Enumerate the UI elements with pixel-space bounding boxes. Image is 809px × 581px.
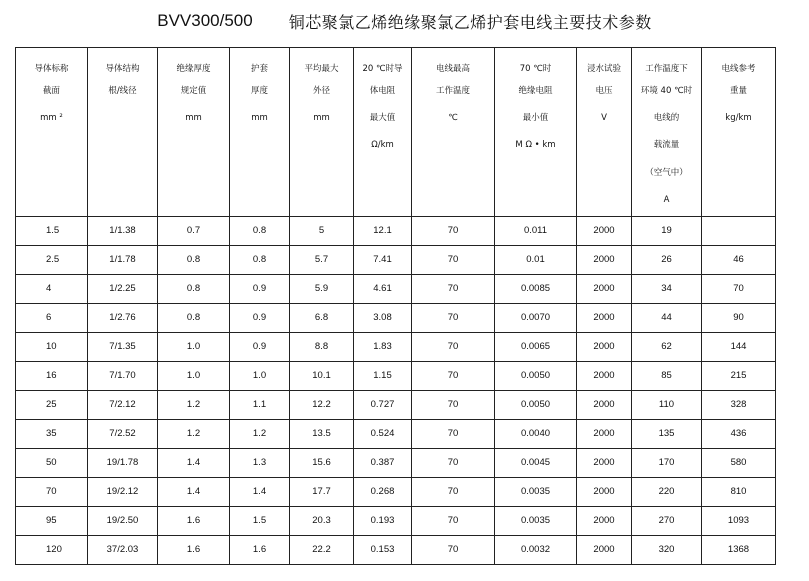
column-header-line: 最大值 xyxy=(369,113,396,124)
table-cell: 0.0085 xyxy=(495,275,577,304)
table-cell: 85 xyxy=(632,362,702,391)
column-header-line: 平均最大 xyxy=(304,64,339,74)
column-header-line: 根/线径 xyxy=(108,86,137,96)
column-header xyxy=(412,48,495,217)
table-cell: 2000 xyxy=(577,449,632,478)
table-cell: 0.0035 xyxy=(495,507,577,536)
table-cell: 2000 xyxy=(577,478,632,507)
table-cell: 1.6 xyxy=(158,507,230,536)
table-cell: 10 xyxy=(16,333,88,362)
column-header-line: 规定值 xyxy=(180,86,207,96)
table-cell: 34 xyxy=(632,275,702,304)
table-cell: 1/1.78 xyxy=(88,246,158,275)
table-row xyxy=(16,507,776,536)
table-cell: 1.3 xyxy=(230,449,290,478)
table-cell: 2000 xyxy=(577,333,632,362)
table-row xyxy=(16,362,776,391)
table-cell: 7.41 xyxy=(354,246,412,275)
table-cell: 0.0035 xyxy=(495,478,577,507)
table-cell: 0.387 xyxy=(354,449,412,478)
table-cell: 70 xyxy=(412,449,495,478)
table-cell: 19 xyxy=(632,217,702,246)
table-cell: 120 xyxy=(16,536,88,565)
table-cell: 1.0 xyxy=(158,333,230,362)
title-name: 铜芯聚氯乙烯绝缘聚氯乙烯护套电线主要技术参数 xyxy=(288,12,652,32)
column-header-line: 导体标称 xyxy=(34,64,69,74)
column-header xyxy=(577,48,632,217)
column-header-line: 厚度 xyxy=(250,86,268,96)
table-cell: 1.4 xyxy=(230,478,290,507)
title-model: BVV300/500 xyxy=(157,11,253,30)
column-header-line: 最小值 xyxy=(522,113,549,124)
table-cell: 70 xyxy=(412,536,495,565)
table-row xyxy=(16,420,776,449)
table-cell: 5.9 xyxy=(290,275,354,304)
table-cell: 170 xyxy=(632,449,702,478)
table-cell: 2000 xyxy=(577,275,632,304)
table-cell: 1/2.25 xyxy=(88,275,158,304)
table-cell: 19/2.12 xyxy=(88,478,158,507)
table-cell: 4 xyxy=(16,275,88,304)
table-cell: 2000 xyxy=(577,246,632,275)
column-header-line: mm ² xyxy=(40,113,63,124)
table-cell: 0.153 xyxy=(354,536,412,565)
table-row xyxy=(16,246,776,275)
table-cell: 35 xyxy=(16,420,88,449)
column-header-line: 电压 xyxy=(595,86,613,96)
table-cell: 1.4 xyxy=(158,449,230,478)
table-cell: 0.524 xyxy=(354,420,412,449)
table-cell: 0.193 xyxy=(354,507,412,536)
column-header-line: （空气中） xyxy=(645,167,688,178)
table-cell: 70 xyxy=(16,478,88,507)
table-cell: 1368 xyxy=(702,536,776,565)
table-cell: 70 xyxy=(412,420,495,449)
column-header xyxy=(88,48,158,217)
table-cell: 2.5 xyxy=(16,246,88,275)
table-cell: 0.0070 xyxy=(495,304,577,333)
document-title xyxy=(0,8,809,34)
table-cell: 580 xyxy=(702,449,776,478)
column-header xyxy=(354,48,412,217)
column-header-line: mm xyxy=(185,113,202,124)
table-cell: 19/1.78 xyxy=(88,449,158,478)
table-cell: 436 xyxy=(702,420,776,449)
column-header xyxy=(702,48,776,217)
table-cell: 15.6 xyxy=(290,449,354,478)
table-row xyxy=(16,536,776,565)
table-cell: 1.83 xyxy=(354,333,412,362)
column-header-line: 绝缘厚度 xyxy=(176,64,211,74)
column-header-line: A xyxy=(663,194,670,205)
column-header-line: M Ω • km xyxy=(515,140,556,151)
table-cell: 17.7 xyxy=(290,478,354,507)
table-cell: 7/1.35 xyxy=(88,333,158,362)
table-cell: 70 xyxy=(412,507,495,536)
table-cell: 0.9 xyxy=(230,333,290,362)
table-cell: 46 xyxy=(702,246,776,275)
table-cell: 70 xyxy=(412,391,495,420)
column-header-line: V xyxy=(601,113,607,124)
table-cell: 0.9 xyxy=(230,304,290,333)
table-cell: 0.0065 xyxy=(495,333,577,362)
table-cell: 0.9 xyxy=(230,275,290,304)
table-cell: 2000 xyxy=(577,304,632,333)
table-cell: 0.01 xyxy=(495,246,577,275)
table-cell: 1.5 xyxy=(16,217,88,246)
column-header-line: kg/km xyxy=(725,113,752,124)
table-cell: 0.8 xyxy=(158,304,230,333)
table-cell: 2000 xyxy=(577,391,632,420)
table-cell: 6.8 xyxy=(290,304,354,333)
table-cell: 0.011 xyxy=(495,217,577,246)
table-cell: 12.1 xyxy=(354,217,412,246)
table-cell: 1.1 xyxy=(230,391,290,420)
column-header-line: 载流量 xyxy=(653,140,680,151)
table-cell xyxy=(702,217,776,246)
table-cell: 3.08 xyxy=(354,304,412,333)
table-cell: 4.61 xyxy=(354,275,412,304)
table-cell: 2000 xyxy=(577,217,632,246)
column-header-line: 电线的 xyxy=(653,113,680,124)
table-cell: 6 xyxy=(16,304,88,333)
table-cell: 22.2 xyxy=(290,536,354,565)
table-cell: 70 xyxy=(412,478,495,507)
table-cell: 2000 xyxy=(577,536,632,565)
table-cell: 215 xyxy=(702,362,776,391)
table-cell: 5 xyxy=(290,217,354,246)
table-cell: 70 xyxy=(702,275,776,304)
column-header-line: Ω/km xyxy=(371,140,394,151)
column-header-line: 外径 xyxy=(312,86,330,96)
table-cell: 70 xyxy=(412,217,495,246)
table-cell: 0.0050 xyxy=(495,391,577,420)
table-row xyxy=(16,304,776,333)
table-cell: 0.0045 xyxy=(495,449,577,478)
table-cell: 19/2.50 xyxy=(88,507,158,536)
column-header-line: 工作温度下 xyxy=(645,64,688,74)
column-header xyxy=(16,48,88,217)
column-header-line: 体电阻 xyxy=(369,86,396,96)
column-header-line: 浸水试验 xyxy=(586,64,621,74)
table-cell: 320 xyxy=(632,536,702,565)
table-cell: 0.0032 xyxy=(495,536,577,565)
spec-table xyxy=(15,47,776,565)
header-row xyxy=(16,48,776,217)
table-cell: 7/2.52 xyxy=(88,420,158,449)
table-cell: 1.2 xyxy=(230,420,290,449)
table-cell: 0.0040 xyxy=(495,420,577,449)
table-cell: 1/1.38 xyxy=(88,217,158,246)
column-header-line: 导体结构 xyxy=(105,64,140,74)
table-cell: 0.8 xyxy=(230,246,290,275)
table-cell: 1.0 xyxy=(158,362,230,391)
column-header-line: 截面 xyxy=(42,86,60,96)
table-cell: 70 xyxy=(412,362,495,391)
table-cell: 2000 xyxy=(577,507,632,536)
table-cell: 20.3 xyxy=(290,507,354,536)
column-header xyxy=(230,48,290,217)
table-cell: 0.8 xyxy=(230,217,290,246)
table-cell: 144 xyxy=(702,333,776,362)
table-cell: 95 xyxy=(16,507,88,536)
table-cell: 0.8 xyxy=(158,246,230,275)
table-cell: 70 xyxy=(412,304,495,333)
column-header-line: 护套 xyxy=(250,64,268,74)
table-cell: 0.268 xyxy=(354,478,412,507)
table-cell: 12.2 xyxy=(290,391,354,420)
table-cell: 1.6 xyxy=(158,536,230,565)
table-row xyxy=(16,217,776,246)
table-cell: 270 xyxy=(632,507,702,536)
table-cell: 10.1 xyxy=(290,362,354,391)
table-cell: 1/2.76 xyxy=(88,304,158,333)
table-row xyxy=(16,478,776,507)
table-cell: 1.5 xyxy=(230,507,290,536)
table-cell: 328 xyxy=(702,391,776,420)
table-cell: 110 xyxy=(632,391,702,420)
column-header-line: mm xyxy=(251,113,268,124)
column-header-line: 环境 40 ℃时 xyxy=(640,86,693,96)
table-cell: 26 xyxy=(632,246,702,275)
table-cell: 70 xyxy=(412,333,495,362)
table-row xyxy=(16,449,776,478)
table-cell: 1.15 xyxy=(354,362,412,391)
table-row xyxy=(16,275,776,304)
table-cell: 50 xyxy=(16,449,88,478)
column-header xyxy=(290,48,354,217)
table-cell: 7/1.70 xyxy=(88,362,158,391)
table-cell: 8.8 xyxy=(290,333,354,362)
table-cell: 62 xyxy=(632,333,702,362)
column-header-line: 电线最高 xyxy=(435,64,470,74)
table-cell: 70 xyxy=(412,246,495,275)
table-cell: 0.727 xyxy=(354,391,412,420)
table-cell: 1.6 xyxy=(230,536,290,565)
column-header-line: 绝缘电阻 xyxy=(518,86,553,96)
table-cell: 1.2 xyxy=(158,391,230,420)
column-header xyxy=(632,48,702,217)
column-header-line: ℃ xyxy=(448,113,458,124)
table-cell: 2000 xyxy=(577,362,632,391)
column-header-line: 20 ℃时导 xyxy=(362,64,403,74)
table-cell: 7/2.12 xyxy=(88,391,158,420)
table-cell: 220 xyxy=(632,478,702,507)
table-cell: 1.0 xyxy=(230,362,290,391)
table-cell: 25 xyxy=(16,391,88,420)
table-cell: 16 xyxy=(16,362,88,391)
column-header-line: mm xyxy=(313,113,330,124)
table-cell: 1093 xyxy=(702,507,776,536)
table-cell: 0.7 xyxy=(158,217,230,246)
table-cell: 1.4 xyxy=(158,478,230,507)
table-cell: 44 xyxy=(632,304,702,333)
column-header-line: 70 ℃时 xyxy=(519,64,552,74)
column-header xyxy=(495,48,577,217)
table-cell: 0.8 xyxy=(158,275,230,304)
table-cell: 70 xyxy=(412,275,495,304)
table-row xyxy=(16,391,776,420)
column-header-line: 工作温度 xyxy=(435,86,470,96)
table-cell: 37/2.03 xyxy=(88,536,158,565)
column-header xyxy=(158,48,230,217)
table-cell: 90 xyxy=(702,304,776,333)
table-cell: 13.5 xyxy=(290,420,354,449)
table-cell: 5.7 xyxy=(290,246,354,275)
table-cell: 1.2 xyxy=(158,420,230,449)
table-row xyxy=(16,333,776,362)
table-cell: 135 xyxy=(632,420,702,449)
column-header-line: 重量 xyxy=(729,86,747,96)
table-cell: 2000 xyxy=(577,420,632,449)
table-cell: 0.0050 xyxy=(495,362,577,391)
table-cell: 810 xyxy=(702,478,776,507)
column-header-line: 电线参考 xyxy=(721,64,756,74)
